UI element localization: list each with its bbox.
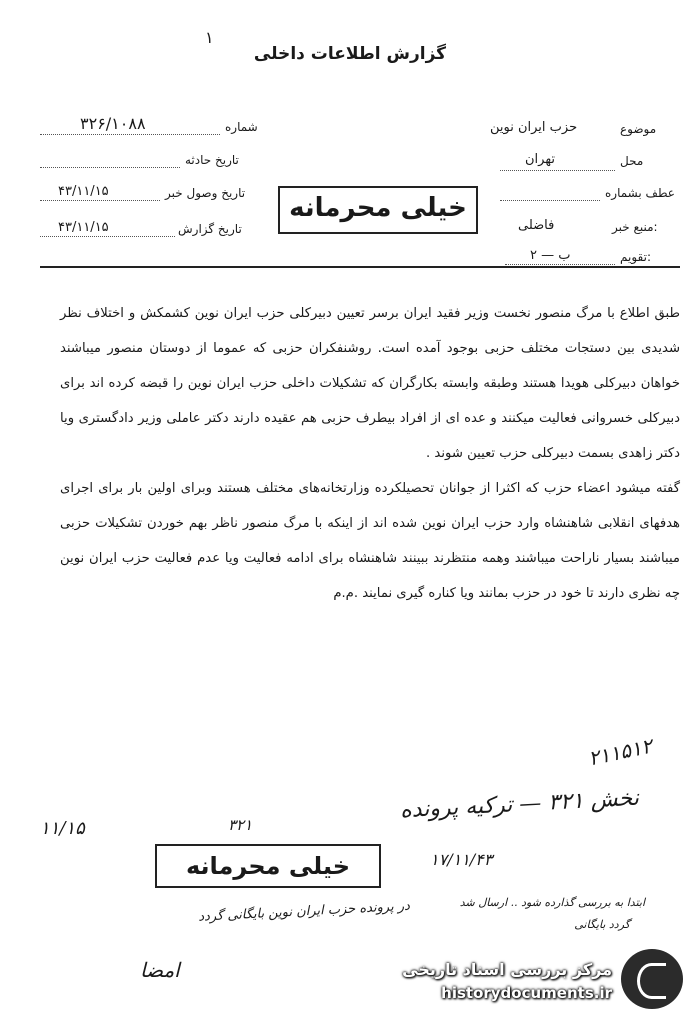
- date-note: ۱۷/۱۱/۴۳: [430, 850, 493, 869]
- watermark-url[interactable]: historydocuments.ir: [441, 984, 612, 1002]
- header-divider: [40, 266, 680, 268]
- file-number-note: نخش ۳۲۱ — ترکیه پرونده: [399, 785, 640, 824]
- subject-label: موضوع: [620, 122, 657, 136]
- document-title: گزارش اطلاعات داخلی: [253, 44, 447, 64]
- number-line: [40, 134, 220, 135]
- place-label: محل: [620, 154, 644, 168]
- archive-logo-icon: [618, 946, 686, 1012]
- number-value: ۳۲۶/۱۰۸۸: [80, 114, 146, 133]
- reference-line: [500, 200, 600, 201]
- report-date-value: ۴۳/۱۱/۱۵: [58, 220, 109, 235]
- confidential-stamp-bottom: خیلی محرمانه: [155, 844, 381, 888]
- reference-label: عطف بشماره: [605, 186, 675, 200]
- source-label: منبع خبر:: [612, 220, 658, 234]
- review-note: ابتدا به بررسی گذارده شود .. ارسال شد: [459, 896, 645, 909]
- confidential-stamp-top: خیلی محرمانه: [278, 186, 478, 234]
- event-date-label: تاریخ حادثه: [185, 153, 239, 167]
- source-value: فاضلی: [518, 218, 555, 233]
- received-date-line: [40, 200, 160, 201]
- place-value: تهران: [525, 152, 555, 167]
- margin-number: ۲۱۱۵۱۲: [586, 733, 655, 771]
- corner-mark: ۱: [205, 28, 214, 47]
- report-date-label: تاریخ گزارش: [178, 222, 242, 236]
- event-date-line: [40, 167, 180, 168]
- place-line: [500, 170, 615, 171]
- received-date-label: تاریخ وصول خبر: [165, 186, 246, 200]
- report-date-line: [40, 236, 175, 237]
- subject-value: حزب ایران نوین: [490, 120, 578, 135]
- filing-note: در پرونده حزب ایران نوین بایگانی گردد: [197, 898, 411, 925]
- body-paragraph-1: طبق اطلاع با مرگ منصور نخست وزیر فقید ایران برسر تعیین دبیرکلی حزب ایران نوین کشمکش و اختلاف نظر شدیدی بین دستجات مختلف حزبی بوجود آمده است. روشنفکران حزبی که عموما از دوستان منصور میباشند خواهان دبیرکلی هویدا هستند وطبقه وابسته بکارگران که تشکیلات داخلی حزب ایران نوین را قبضه کرده اند برای دبیرکلی خسروانی فعالیت میکنند و عده ای از افراد بیطرف حزبی هم عقیده دارند دکتر عاملی وزیر دادگستری ویا دکتر زاهدی بسمت دبیرکلی حزب تعیین شوند .: [60, 306, 680, 461]
- left-date: ۱۱/۱۵: [40, 818, 85, 839]
- evaluation-line: [505, 264, 615, 265]
- received-date-value: ۴۳/۱۱/۱۵: [58, 184, 109, 199]
- watermark-brand: مرکز بررسی اسناد تاریخی: [402, 960, 612, 979]
- number-label: شماره: [225, 120, 258, 134]
- report-body: [60, 296, 680, 611]
- archive-note: گردد بایگانی: [574, 918, 630, 931]
- evaluation-label: تقویم:: [620, 250, 651, 264]
- evaluation-value: ب — ۲: [530, 248, 571, 263]
- body-paragraph-2: گفته میشود اعضاء حزب که اکثرا از جوانان تحصیلکرده وزارتخانه‌های مختلف هستند وبرای اولین بار برای اجرای هدفهای انقلابی شاهنشاه وارد حزب ایران نوین شده اند از اینکه با مرگ منصور ناظر بهم خوردن تشکیلات حزبی میباشند بسیار ناراحت میباشند وهمه منتظرند ببینند شاهنشاه برای ادامه فعالیت ویا عدم فعالیت حزب ایران نوین چه نظری دارند تا خود در حزب بمانند ویا کناره گیری نمایند .م.م: [60, 481, 680, 601]
- signature: امضا: [140, 958, 180, 982]
- small-number: ۳۲۱: [228, 816, 253, 834]
